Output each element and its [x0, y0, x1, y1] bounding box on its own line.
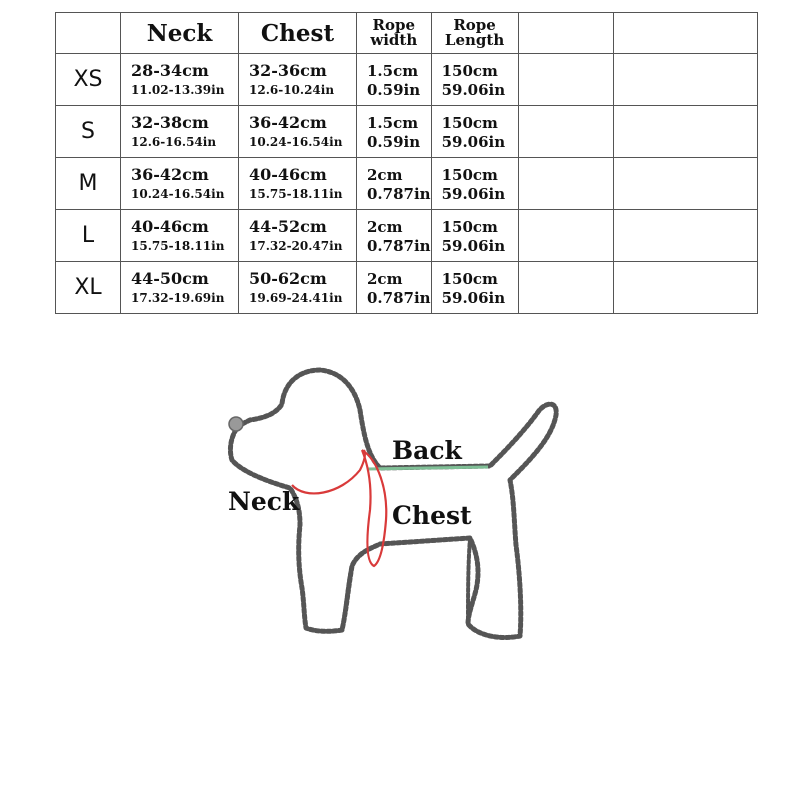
size-header: [56, 13, 121, 54]
neck-label: Neck: [228, 487, 300, 516]
header-row: [56, 13, 758, 54]
empty-cell: [518, 106, 613, 158]
size-cell: S: [56, 106, 121, 158]
empty-cell: [613, 54, 757, 106]
rope-width-cell: [357, 158, 432, 210]
empty-cell: [518, 210, 613, 262]
rope-width-cell-in: 0.787in: [367, 236, 431, 255]
chest-cell-cm: 32-36cm: [249, 60, 327, 80]
neck-cell-in: 11.02-13.39in: [131, 82, 225, 97]
neck-cell: [121, 262, 239, 314]
chest-cell: [239, 210, 357, 262]
rope-width-cell-cm: 2cm: [367, 217, 403, 236]
rope-length-cell-in: 59.06in: [441, 236, 506, 255]
size-cell: L: [56, 210, 121, 262]
neck-cell: [121, 106, 239, 158]
chest-cell-cm: 50-62cm: [249, 268, 327, 288]
empty-cell: [613, 158, 757, 210]
rope-length-cell-cm: 150cm: [441, 217, 498, 236]
size-chart-table: [55, 12, 758, 314]
chest-cell-in: 12.6-10.24in: [249, 82, 335, 97]
rope-width-header-line2: width: [370, 31, 418, 49]
neck-cell-cm: 40-46cm: [131, 216, 209, 236]
empty-header-1: [518, 13, 613, 54]
back-label: Back: [392, 436, 462, 465]
rope-width-cell: [357, 262, 432, 314]
empty-header-2: [613, 13, 757, 54]
rope-length-cell-cm: 150cm: [441, 61, 498, 80]
rope-width-cell: [357, 54, 432, 106]
rope-width-cell-cm: 1.5cm: [367, 61, 419, 80]
empty-cell: [613, 262, 757, 314]
chest-cell: [239, 106, 357, 158]
rope-length-cell: [431, 54, 518, 106]
table-row: [56, 54, 758, 106]
size-cell: XL: [56, 262, 121, 314]
rope-length-cell-in: 59.06in: [441, 288, 506, 307]
rope-length-cell-cm: 150cm: [441, 165, 498, 184]
table-row: [56, 210, 758, 262]
dog-nose: [229, 417, 243, 431]
neck-harness-line: [292, 450, 365, 493]
empty-cell: [613, 106, 757, 158]
rope-length-cell-cm: 150cm: [441, 113, 498, 132]
neck-cell-in: 12.6-16.54in: [131, 134, 217, 149]
table-row: [56, 262, 758, 314]
rope-length-cell: [431, 106, 518, 158]
neck-cell-in: 15.75-18.11in: [131, 238, 225, 253]
rope-length-header-line1: Rope: [453, 16, 496, 34]
size-cell: XS: [56, 54, 121, 106]
rope-width-cell: [357, 210, 432, 262]
neck-cell-in: 17.32-19.69in: [131, 290, 225, 305]
chest-cell: [239, 158, 357, 210]
neck-header: Neck: [121, 13, 239, 54]
neck-cell: [121, 158, 239, 210]
rope-width-header: [357, 13, 432, 54]
empty-cell: [518, 262, 613, 314]
rope-width-cell-cm: 2cm: [367, 165, 403, 184]
rope-width-header-line1: Rope: [372, 16, 416, 34]
chest-cell-in: 19.69-24.41in: [249, 290, 343, 305]
table-row: [56, 158, 758, 210]
table-row: [56, 106, 758, 158]
rope-width-cell-in: 0.787in: [367, 288, 431, 307]
rope-width-cell-in: 0.59in: [367, 132, 421, 151]
rope-length-cell-in: 59.06in: [441, 132, 506, 151]
neck-cell-cm: 28-34cm: [131, 60, 209, 80]
rope-width-cell-in: 0.59in: [367, 80, 421, 99]
rope-length-header: [431, 13, 518, 54]
rope-length-header-line2: Length: [444, 31, 505, 49]
empty-cell: [613, 210, 757, 262]
rope-width-cell-cm: 2cm: [367, 269, 403, 288]
rope-length-cell: [431, 262, 518, 314]
rope-length-cell: [431, 210, 518, 262]
chest-cell-cm: 44-52cm: [249, 216, 327, 236]
empty-cell: [518, 158, 613, 210]
rope-width-cell: [357, 106, 432, 158]
neck-cell-cm: 32-38cm: [131, 112, 209, 132]
neck-cell-cm: 36-42cm: [131, 164, 209, 184]
rope-length-cell-in: 59.06in: [441, 184, 506, 203]
chest-cell-in: 15.75-18.11in: [249, 186, 343, 201]
chest-cell: [239, 54, 357, 106]
chest-cell-in: 17.32-20.47in: [249, 238, 343, 253]
neck-cell-cm: 44-50cm: [131, 268, 209, 288]
chest-label: Chest: [392, 501, 472, 530]
rope-length-cell: [431, 158, 518, 210]
rope-width-cell-in: 0.787in: [367, 184, 431, 203]
chest-header: Chest: [239, 13, 357, 54]
chest-cell-cm: 36-42cm: [249, 112, 327, 132]
rope-length-cell-in: 59.06in: [441, 80, 506, 99]
dog-harness-diagram: [0, 340, 800, 670]
neck-cell-in: 10.24-16.54in: [131, 186, 225, 201]
rope-width-cell-cm: 1.5cm: [367, 113, 419, 132]
chest-cell-in: 10.24-16.54in: [249, 134, 343, 149]
chest-cell: [239, 262, 357, 314]
neck-cell: [121, 54, 239, 106]
neck-cell: [121, 210, 239, 262]
back-measure-line: [368, 467, 488, 469]
rope-length-cell-cm: 150cm: [441, 269, 498, 288]
chest-cell-cm: 40-46cm: [249, 164, 327, 184]
empty-cell: [518, 54, 613, 106]
size-cell: M: [56, 158, 121, 210]
